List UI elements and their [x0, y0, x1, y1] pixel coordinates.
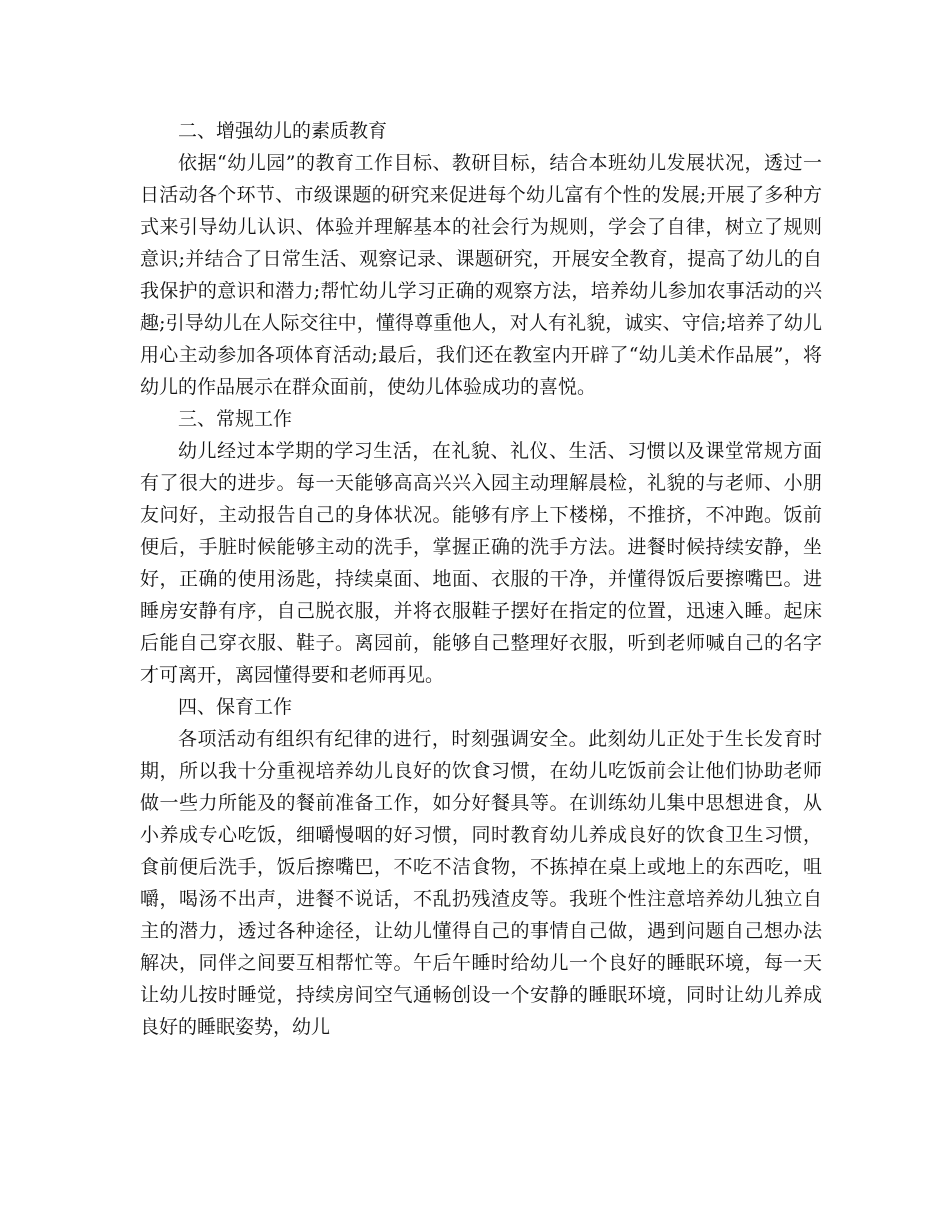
section-heading: 二、增强幼儿的素质教育: [178, 120, 388, 142]
section-quality-education: [140, 115, 822, 403]
section-care-work: [140, 691, 822, 1043]
document-page: [140, 115, 822, 1043]
section-paragraph: 幼儿经过本学期的学习生活，在礼貌、礼仪、生活、习惯以及课堂常规方面有了很大的进步。每一天能够高高兴兴入园主动理解晨检，礼貌的与老师、小朋友问好，主动报告自己的身体状况。能够有序上下楼梯，不推挤，不冲跑。饭前便后，手脏时候能够主动的洗手，掌握正确的洗手方法。进餐时候持续安静，坐好，正确的使用汤匙，持续桌面、地面、衣服的干净，并懂得饭后要擦嘴巴。进睡房安静有序，自己脱衣服，并将衣服鞋子摆好在指定的位置，迅速入睡。起床后能自己穿衣服、鞋子。离园前，能够自己整理好衣服，听到老师喊自己的名字才可离开，离园懂得要和老师再见。: [140, 440, 822, 686]
section-routine-work: [140, 403, 822, 691]
section-paragraph: 各项活动有组织有纪律的进行，时刻强调安全。此刻幼儿正处于生长发育时期，所以我十分重视培养幼儿良好的饮食习惯，在幼儿吃饭前会让他们协助老师做一些力所能及的餐前准备工作，如分好餐具等。在训练幼儿集中思想进食，从小养成专心吃饭，细嚼慢咽的好习惯，同时教育幼儿养成良好的饮食卫生习惯，食前便后洗手，饭后擦嘴巴，不吃不洁食物，不拣掉在桌上或地上的东西吃，咀嚼，喝汤不出声，进餐不说话，不乱扔残渣皮等。我班个性注意培养幼儿独立自主的潜力，透过各种途径，让幼儿懂得自己的事情自己做，遇到问题自己想办法解决，同伴之间要互相帮忙等。午后午睡时给幼儿一个良好的睡眠环境，每一天让幼儿按时睡觉，持续房间空气通畅创设一个安静的睡眠环境，同时让幼儿养成良好的睡眠姿势，幼儿: [140, 728, 822, 1038]
section-heading: 三、常规工作: [178, 408, 293, 430]
section-paragraph: 依据“幼儿园”的教育工作目标、教研目标，结合本班幼儿发展状况，透过一日活动各个环节、市级课题的研究来促进每个幼儿富有个性的发展;开展了多种方式来引导幼儿认识、体验并理解基本的社会行为规则，学会了自律，树立了规则意识;并结合了日常生活、观察记录、课题研究，开展安全教育，提高了幼儿的自我保护的意识和潜力;帮忙幼儿学习正确的观察方法，培养幼儿参加农事活动的兴趣;引导幼儿在人际交往中，懂得尊重他人，对人有礼貌，诚实、守信;培养了幼儿用心主动参加各项体育活动;最后，我们还在教室内开辟了“幼儿美术作品展”，将幼儿的作品展示在群众面前，使幼儿体验成功的喜悦。: [140, 152, 822, 398]
section-heading: 四、保育工作: [178, 696, 293, 718]
